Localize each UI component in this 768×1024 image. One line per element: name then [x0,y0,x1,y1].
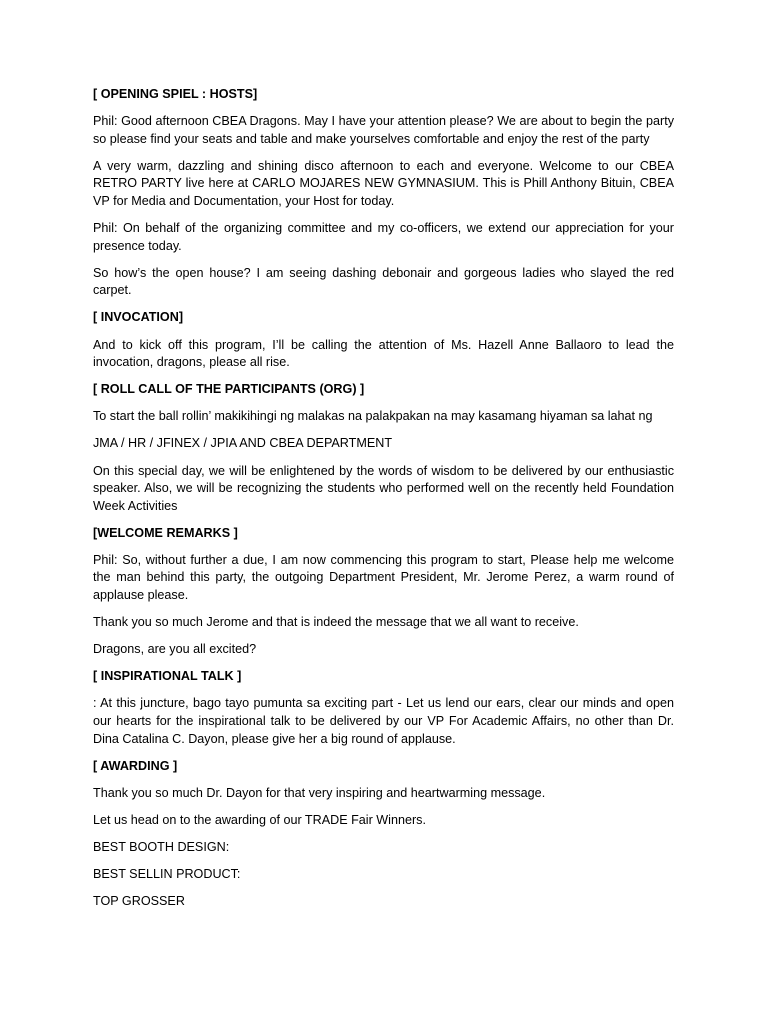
paragraph-excited: Dragons, are you all excited? [93,642,257,657]
heading-opening-spiel: [ OPENING SPIEL : HOSTS] [93,87,258,101]
paragraph-greeting: Phil: Good afternoon CBEA Dragons. May I have your attention please? We are about to begin the party so please find your seats and table and make yourselves comfortable and enjoy the rest of the party [93,114,674,146]
heading-inspirational-talk: [ INSPIRATIONAL TALK ] [93,669,242,684]
heading-invocation: [ INVOCATION] [93,310,184,325]
paragraph-special-day: On this special day, we will be enlightened by the words of wisdom to be delivered by our enthusiastic speaker. Also, we will be recognizing the students who performed well on the recently held Foundation Week Activities [93,463,674,513]
award-best-sellin-product: BEST SELLIN PRODUCT: [93,867,241,882]
award-top-grosser: TOP GROSSER [93,894,185,909]
paragraph-thank-jerome: Thank you so much Jerome and that is indeed the message that we all want to receive. [93,615,579,630]
award-best-booth-design: BEST BOOTH DESIGN: [93,840,230,854]
paragraph-roll-call: To start the ball rollin’ makikihingi ng malakas na palakpakan na may kasamang hiyaman sa lahat ng [93,409,653,424]
paragraph-invocation: And to kick off this program, I’ll be calling the attention of Ms. Hazell Anne Ballaoro to lead the invocation, dragons, please all rise. [93,337,674,370]
heading-awarding: [ AWARDING ] [93,758,178,773]
paragraph-appreciation: Phil: On behalf of the organizing committee and my co-officers, we extend our appreciation for your presence today. [93,221,674,253]
paragraph-inspirational-talk: : At this juncture, bago tayo pumunta sa exciting part - Let us lend our ears, clear our minds and open our hearts for the inspirational talk to be delivered by our VP For Academic Affairs, no other than Dr. Dina Catalina C. Dayon, please give her a big round of applause. [93,696,674,746]
paragraph-organizations: JMA / HR / JFINEX / JPIA AND CBEA DEPARTMENT [93,436,393,451]
paragraph-trade-fair: Let us head on to the awarding of our TRADE Fair Winners. [93,812,426,827]
paragraph-thank-dayon: Thank you so much Dr. Dayon for that very inspiring and heartwarming message. [93,785,546,800]
document-page [93,86,674,920]
heading-welcome-remarks: [WELCOME REMARKS ] [93,525,238,540]
paragraph-welcome-remarks: Phil: So, without further a due, I am now commencing this program to start, Please help me welcome the man behind this party, the outgoing Department President, Mr. Jerome Perez, a warm round of applause please. [93,552,674,603]
paragraph-open-house: So how’s the open house? I am seeing dashing debonair and gorgeous ladies who slayed the red carpet. [93,265,674,298]
heading-roll-call: [ ROLL CALL OF THE PARTICIPANTS (ORG) ] [93,382,365,397]
paragraph-welcome: A very warm, dazzling and shining disco afternoon to each and everyone. Welcome to our CBEA RETRO PARTY live here at CARLO MOJARES NEW GYMNASIUM. This is Phill Anthony Bituin, CBEA VP for Media and Documentation, your Host for today. [93,158,674,208]
